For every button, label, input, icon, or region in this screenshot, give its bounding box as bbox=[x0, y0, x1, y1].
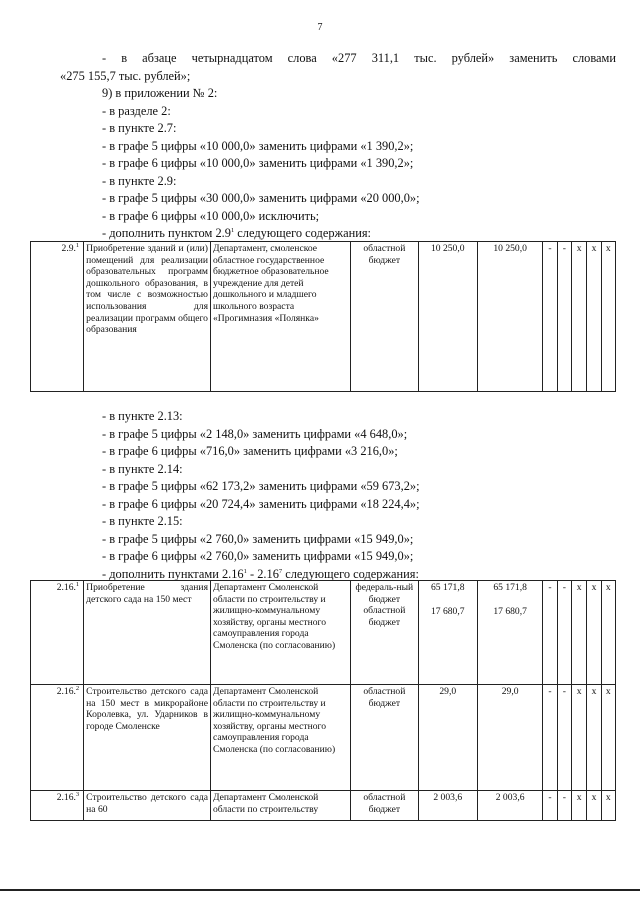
item-executor: Департамент, смоленское областное государственное бюджетное образовательное учреждение для детей дошкольного и младшего школьного возраста «Прогимназия «Полянка» bbox=[210, 242, 350, 392]
item-dash: - bbox=[557, 581, 571, 685]
paragraph-line: - в пункте 2.14: bbox=[102, 461, 183, 476]
item-x: x bbox=[587, 581, 601, 685]
superscript: 7 bbox=[278, 567, 283, 575]
paragraph-line: - в пункте 2.15: bbox=[102, 514, 183, 528]
item-x: x bbox=[601, 581, 615, 685]
paragraph-line: - в графе 5 цифры «30 000,0» заменить цифрами «20 000,0»; bbox=[102, 191, 420, 205]
supplement-text: - дополнить пунктом 2.9 bbox=[102, 226, 231, 240]
item-x: x bbox=[601, 242, 615, 392]
item-col5: 65 171,8 17 680,7 bbox=[418, 581, 477, 685]
item-col5: 2 003,6 bbox=[418, 791, 477, 821]
supplement-line bbox=[60, 225, 616, 243]
item-x: x bbox=[587, 242, 601, 392]
paragraph-line: - в пункте 2.7: bbox=[102, 121, 177, 135]
item-x: x bbox=[587, 791, 601, 821]
item-dash: - bbox=[543, 791, 557, 821]
paragraph-line: 9) в приложении № 2: bbox=[102, 86, 218, 100]
paragraph-line: - в графе 6 цифры «10 000,0» исключить; bbox=[102, 208, 320, 223]
amendments-block-2 bbox=[60, 408, 616, 583]
item-x: x bbox=[571, 685, 586, 791]
item-dash: - bbox=[557, 242, 571, 392]
item-executor: Департамент Смоленской области по строительству bbox=[210, 791, 350, 821]
table-row bbox=[31, 242, 616, 392]
bottom-rule bbox=[0, 889, 640, 891]
amendments-block-1 bbox=[60, 50, 616, 243]
paragraph-line: - в графе 5 цифры «2 148,0» заменить цифрами «4 648,0»; bbox=[102, 426, 408, 441]
item-dash: - bbox=[557, 791, 571, 821]
paragraph-line: - в абзаце четырнадцатом слова «277 311,1 тыс. рублей» заменить словами bbox=[102, 51, 616, 65]
item-dash: - bbox=[557, 685, 571, 791]
item-number: 2.16.$^3$ bbox=[31, 791, 84, 821]
item-dash: - bbox=[543, 242, 557, 392]
paragraph-line: - в графе 6 цифры «2 760,0» заменить цифрами «15 949,0»; bbox=[102, 549, 414, 563]
item-x: x bbox=[587, 685, 601, 791]
superscript: 1 bbox=[243, 567, 247, 575]
item-description: Приобретение здания детского сада на 150 мест bbox=[84, 581, 211, 685]
item-x: x bbox=[571, 581, 586, 685]
table-row bbox=[31, 581, 616, 685]
supplement-text: следующего содержания: bbox=[282, 566, 419, 581]
item-dash: - bbox=[543, 685, 557, 791]
paragraph-line: - в графе 5 цифры «62 173,2» заменить цифрами «59 673,2»; bbox=[102, 479, 420, 493]
item-dash: - bbox=[543, 581, 557, 685]
paragraph-line: - в пункте 2.13: bbox=[102, 409, 183, 423]
item-executor: Департамент Смоленской области по строительству и жилищно-коммунальному хозяйству, органы местного самоуправления города Смоленска (по согласованию) bbox=[210, 581, 350, 685]
item-description: Приобретение зданий и (или) помещений для реализации образовательных программ дошкольного образования, в том числе с возможностью использования для реализации программ общего образования bbox=[84, 242, 211, 392]
item-x: x bbox=[571, 242, 586, 392]
item-x: x bbox=[601, 685, 615, 791]
item-number: 2.9.$^1$ bbox=[31, 242, 84, 392]
item-executor: Департамент Смоленской области по строительству и жилищно-коммунальному хозяйству, органы местного самоуправления города Смоленска (по согласованию) bbox=[210, 685, 350, 791]
item-col6: 2 003,6 bbox=[477, 791, 542, 821]
item-source: областной бюджет bbox=[351, 685, 419, 791]
paragraph-line: - в пункте 2.9: bbox=[102, 173, 177, 188]
paragraph-line: - в разделе 2: bbox=[102, 103, 171, 118]
paragraph-line: - в графе 6 цифры «716,0» заменить цифрами «3 216,0»; bbox=[102, 444, 398, 458]
supplement-text: - 2.16 bbox=[246, 566, 279, 581]
superscript: 1 bbox=[230, 226, 235, 234]
paragraph-line: - в графе 5 цифры «10 000,0» заменить цифрами «1 390,2»; bbox=[102, 138, 414, 153]
item-source: областной бюджет bbox=[351, 791, 419, 821]
item-x: x bbox=[571, 791, 586, 821]
item-col5: 29,0 bbox=[418, 685, 477, 791]
table-row bbox=[31, 685, 616, 791]
supplement-text: - дополнить пунктами 2.16 bbox=[102, 566, 244, 581]
paragraph-line: «275 155,7 тыс. рублей»; bbox=[60, 68, 191, 83]
item-source: областной бюджет bbox=[351, 242, 419, 392]
item-col5: 10 250,0 bbox=[418, 242, 477, 392]
item-col6: 65 171,8 17 680,7 bbox=[477, 581, 542, 685]
page-number: 7 bbox=[317, 22, 323, 33]
item-number: 2.16.$^2$ bbox=[31, 685, 84, 791]
item-col6: 10 250,0 bbox=[477, 242, 542, 392]
item-description: Строительство детского сада на 150 мест в микрорайоне Королевка, ул. Ударников в городе Смоленске bbox=[84, 685, 211, 791]
paragraph-line: - в графе 5 цифры «2 760,0» заменить цифрами «15 949,0»; bbox=[102, 531, 414, 546]
table-items-2-16 bbox=[30, 580, 616, 821]
item-x: x bbox=[601, 791, 615, 821]
table-item-2-9-1 bbox=[30, 241, 616, 392]
paragraph-line: - в графе 6 цифры «10 000,0» заменить цифрами «1 390,2»; bbox=[102, 156, 414, 170]
item-source: федераль-ный бюджет областной бюджет bbox=[351, 581, 419, 685]
supplement-text: следующего содержания: bbox=[234, 226, 371, 240]
item-number: 2.16.$^1$ bbox=[31, 581, 84, 685]
table-row bbox=[31, 791, 616, 821]
paragraph-line: - в графе 6 цифры «20 724,4» заменить цифрами «18 224,4»; bbox=[102, 496, 420, 511]
item-description: Строительство детского сада на 60 bbox=[84, 791, 211, 821]
item-col6: 29,0 bbox=[477, 685, 542, 791]
